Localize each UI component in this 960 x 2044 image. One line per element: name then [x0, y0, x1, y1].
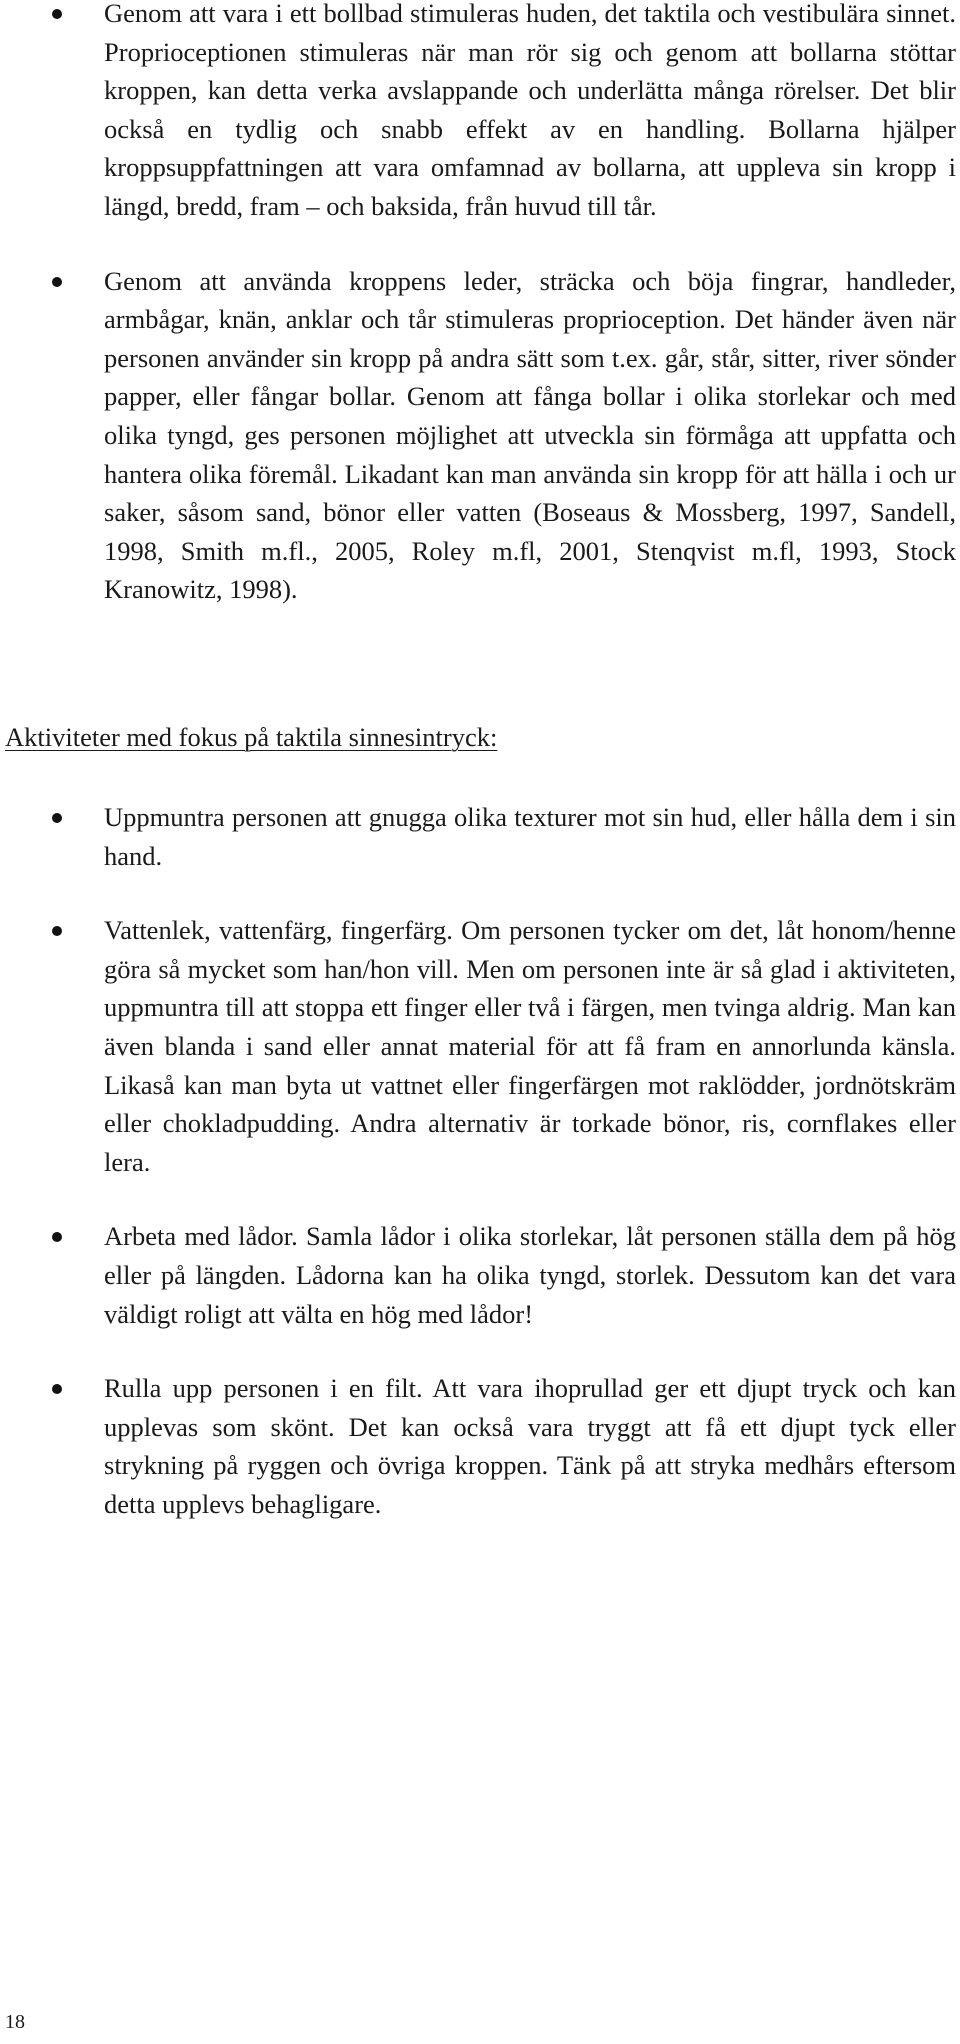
bullet-list-activities — [48, 798, 956, 1524]
bullet-icon — [52, 813, 62, 823]
list-item-text: Genom att vara i ett bollbad stimuleras huden, det taktila och vestibulära sinnet. Proprioceptionen stimuleras när man rör sig och genom att bollarna stöttar kroppen, kan detta verka avslappande och underlätta många rörelser. Det blir också en tydlig och snabb effekt av en handling. Bollarna hjälper kroppsuppfattningen att vara omfamnad av bollarna, att uppleva sin kropp i längd, bredd, fram – och baksida, från huvud till tår. — [104, 0, 956, 221]
list-item — [48, 1369, 956, 1523]
bullet-icon — [52, 277, 62, 287]
list-item-text: Uppmuntra personen att gnugga olika texturer mot sin hud, eller hålla dem i sin hand. — [104, 802, 956, 871]
bullet-icon — [52, 1232, 62, 1242]
section-heading: Aktiviteter med fokus på taktila sinnesintryck: — [5, 722, 498, 752]
list-item — [48, 262, 956, 609]
bullet-icon — [52, 926, 62, 936]
bullet-list-top — [48, 0, 956, 609]
page-number: 18 — [5, 2011, 25, 2033]
list-item-text: Rulla upp personen i en filt. Att vara ihoprullad ger ett djupt tryck och kan upplevas som skönt. Det kan också vara tryggt att få ett djupt tyck eller strykning på ryggen och övriga kroppen. Tänk på att stryka medhårs eftersom detta upplevs behagligare. — [104, 1373, 956, 1519]
list-item — [48, 911, 956, 1181]
list-item-text: Arbeta med lådor. Samla lådor i olika storlekar, låt personen ställa dem på hög eller på längden. Lådorna kan ha olika tyngd, storlek. Dessutom kan det vara väldigt roligt att välta en hög med lådor! — [104, 1221, 956, 1329]
list-item — [48, 798, 956, 875]
list-item — [48, 0, 956, 226]
list-item — [48, 1217, 956, 1333]
list-item-text: Genom att använda kroppens leder, sträcka och böja fingrar, handleder, armbågar, knän, anklar och tår stimuleras proprioception. Det händer även när personen använder sin kropp på andra sätt som t.ex. går, står, sitter, river sönder papper, eller fångar bollar. Genom att fånga bollar i olika storlekar och med olika tyngd, ges personen möjlighet att utveckla sin förmåga att uppfatta och hantera olika föremål. Likadant kan man använda sin kropp för att hälla i och ur saker, såsom sand, bönor eller vatten (Boseaus & Mossberg, 1997, Sandell, 1998, Smith m.fl., 2005, Roley m.fl, 2001, Stenqvist m.fl, 1993, Stock Kranowitz, 1998). — [104, 265, 956, 605]
list-item-text: Vattenlek, vattenfärg, fingerfärg. Om personen tycker om det, låt honom/henne göra så mycket som han/hon vill. Men om personen inte är så glad i aktiviteten, uppmuntra till att stoppa ett finger eller två i färgen, men tvinga aldrig. Man kan även blanda i sand eller annat material för att få fram en annorlunda känsla. Likaså kan man byta ut vattnet eller fingerfärgen mot raklödder, jordnötskräm eller chokladpudding. Andra alternativ är torkade bönor, ris, cornflakes eller lera. — [104, 915, 956, 1177]
bullet-icon — [52, 1384, 62, 1394]
bullet-icon — [52, 9, 62, 19]
